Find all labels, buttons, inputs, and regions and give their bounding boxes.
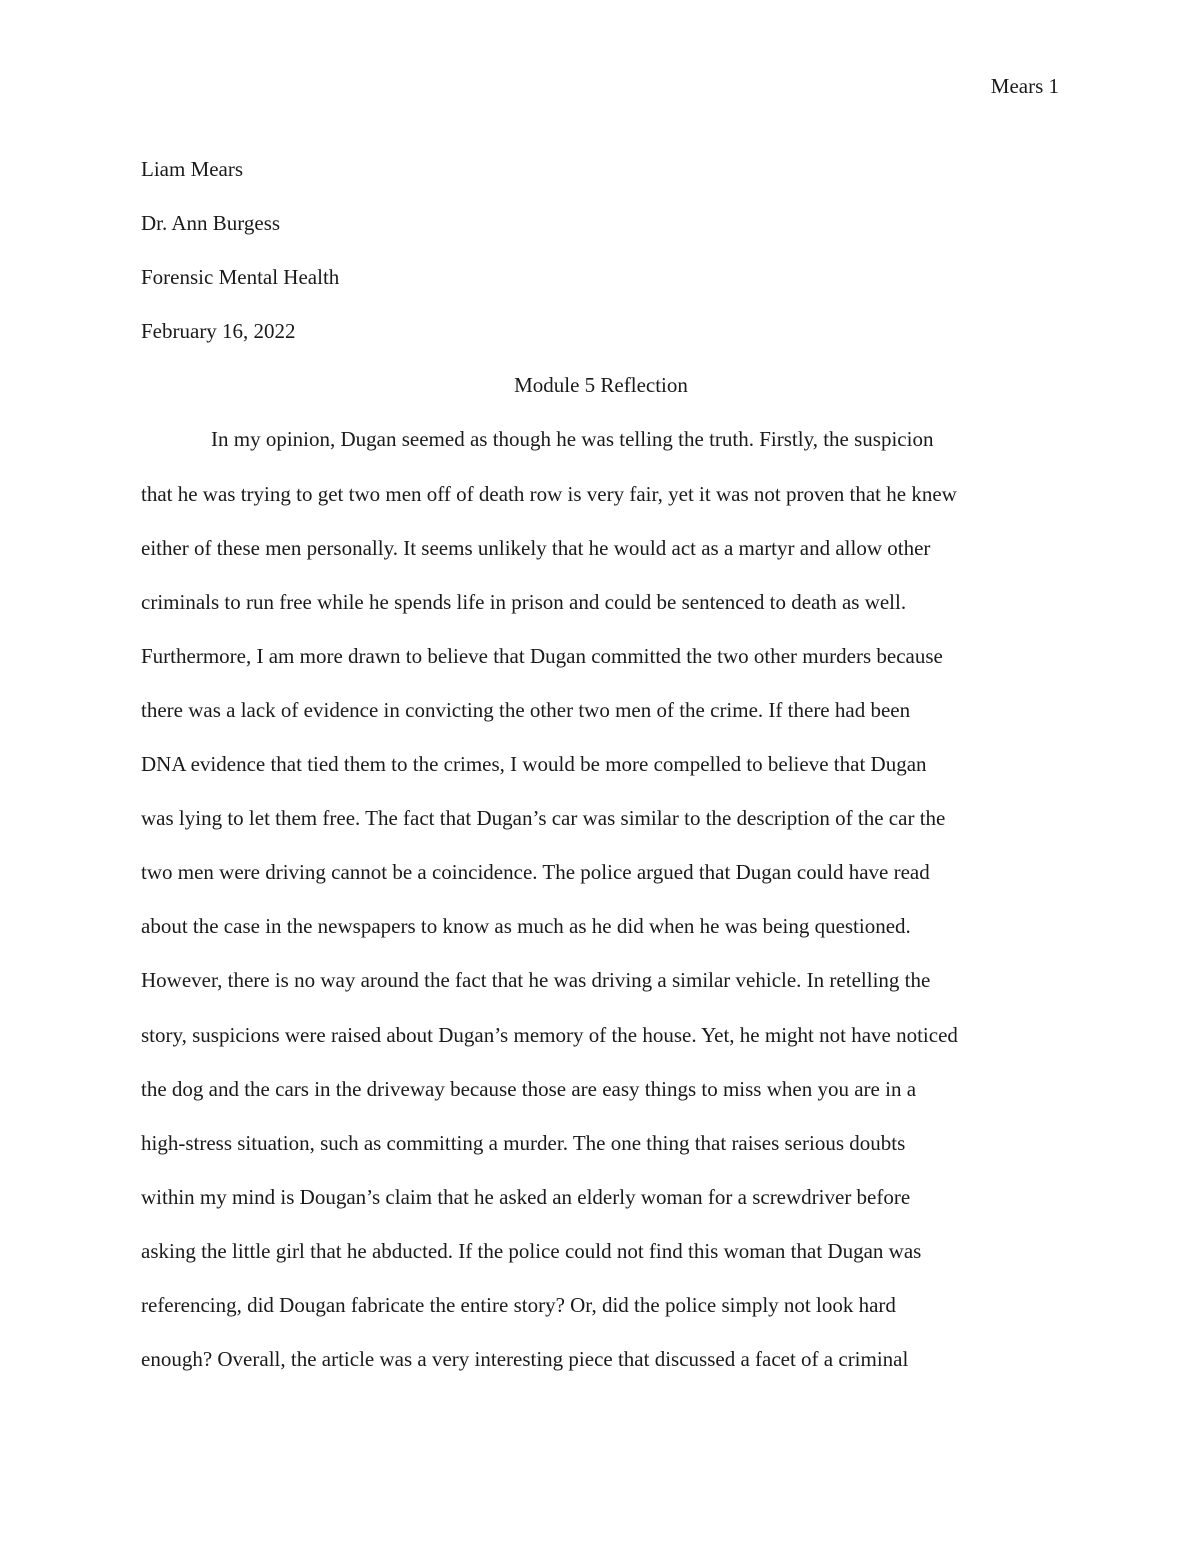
paragraph-line: two men were driving cannot be a coincidence. The police argued that Dugan could have read bbox=[141, 860, 930, 885]
paragraph-line: DNA evidence that tied them to the crimes, I would be more compelled to believe that Dugan bbox=[141, 752, 927, 777]
paragraph-line: high-stress situation, such as committing a murder. The one thing that raises serious doubts bbox=[141, 1130, 906, 1155]
paragraph-line: within my mind is Dougan’s claim that he asked an elderly woman for a screwdriver before bbox=[141, 1184, 911, 1209]
instructor-name: Dr. Ann Burgess bbox=[141, 211, 281, 236]
paragraph-line: the dog and the cars in the driveway because those are easy things to miss when you are in a bbox=[141, 1076, 917, 1101]
paragraph-line: However, there is no way around the fact that he was driving a similar vehicle. In retelling the bbox=[141, 968, 931, 993]
paragraph-line: about the case in the newspapers to know as much as he did when he was being questioned. bbox=[141, 914, 911, 939]
paragraph-line: Furthermore, I am more drawn to believe that Dugan committed the two other murders because bbox=[141, 643, 943, 668]
body-paragraph bbox=[141, 412, 1061, 1386]
paragraph-line: that he was trying to get two men off of death row is very fair, yet it was not proven that he knew bbox=[141, 481, 957, 506]
document-title: Module 5 Reflection bbox=[514, 373, 688, 398]
document-body bbox=[141, 142, 1061, 1386]
paragraph-line: was lying to let them free. The fact that Dugan’s car was similar to the description of the car the bbox=[141, 806, 946, 831]
paragraph-line: referencing, did Dougan fabricate the entire story? Or, did the police simply not look hard bbox=[141, 1292, 896, 1317]
page-header: Mears 1 bbox=[990, 74, 1059, 98]
paragraph-line: In my opinion, Dugan seemed as though he was telling the truth. Firstly, the suspicion bbox=[211, 427, 934, 452]
author-name: Liam Mears bbox=[141, 157, 244, 181]
paragraph-line: there was a lack of evidence in convicting the other two men of the crime. If there had been bbox=[141, 697, 911, 722]
paragraph-line: criminals to run free while he spends life in prison and could be sentenced to death as well. bbox=[141, 589, 907, 614]
paragraph-line: asking the little girl that he abducted. If the police could not find this woman that Dugan was bbox=[141, 1238, 922, 1263]
paragraph-line: enough? Overall, the article was a very interesting piece that discussed a facet of a criminal bbox=[141, 1347, 909, 1372]
paragraph-line: story, suspicions were raised about Dugan’s memory of the house. Yet, he might not have noticed bbox=[141, 1022, 958, 1047]
paragraph-line: either of these men personally. It seems unlikely that he would act as a martyr and allow other bbox=[141, 535, 931, 560]
course-name: Forensic Mental Health bbox=[141, 265, 340, 290]
document-date: February 16, 2022 bbox=[141, 319, 296, 344]
